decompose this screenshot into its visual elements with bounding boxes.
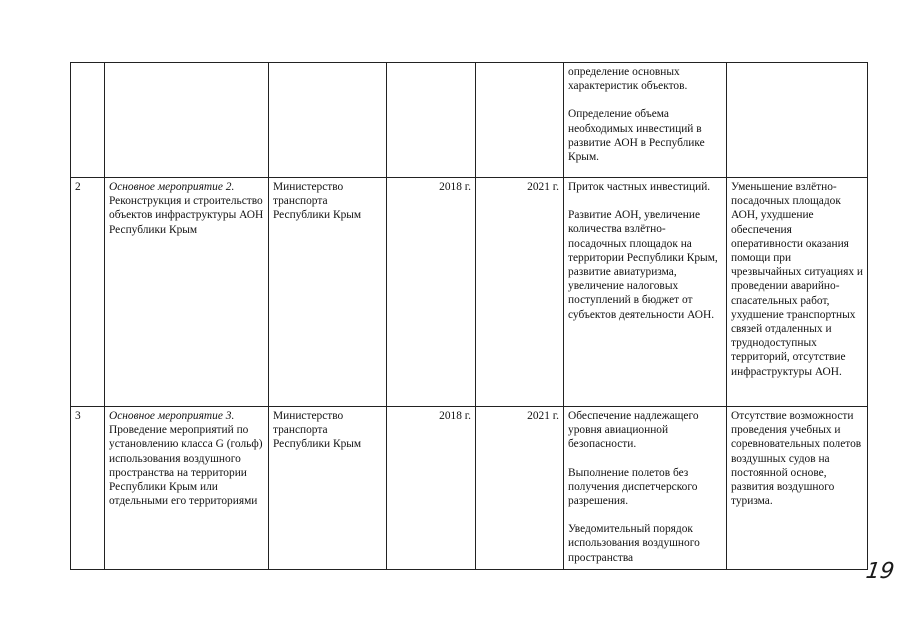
executor-cell: Министерство транспорта Республики Крым [269,407,387,570]
result-text: Определение объема необходимых инвестиций в развитие АОН в Республике Крым. [568,108,705,164]
table-row [71,63,868,178]
event-cell [105,63,269,178]
event-text: Проведение мероприятий по установлению класса G (гольф) использования воздушного пространства на территории Республики Крым или отдельными его территориями [109,424,263,508]
table-row [71,178,868,407]
executor-cell: Министерство транспорта Республики Крым [269,178,387,407]
table-row [71,407,868,570]
event-label: Основное мероприятие 3. [109,410,235,422]
event-cell [105,178,269,407]
consequences-cell [727,63,868,178]
program-events-table [70,62,868,570]
start-year-cell: 2018 г. [387,178,476,407]
results-cell [564,178,727,407]
end-year-cell [476,63,564,178]
start-year-cell [387,63,476,178]
event-cell [105,407,269,570]
start-year-cell: 2018 г. [387,407,476,570]
result-text: Выполнение полетов без получения диспетчерского разрешения. [568,466,698,508]
result-text: Обеспечение надлежащего уровня авиационной безопасности. [568,410,699,451]
row-number-cell [71,63,105,178]
results-cell [564,407,727,570]
end-year-cell: 2021 г. [476,178,564,407]
result-text: Уведомительный порядок использования воздушного пространства [568,523,700,564]
handwritten-page-number: 19 [864,559,896,584]
row-number-cell: 3 [71,407,105,570]
results-cell [564,63,727,178]
result-text: определение основных характеристик объектов. [568,66,688,93]
event-text: Реконструкция и строительство объектов инфраструктуры АОН Республики Крым [109,195,264,236]
executor-cell [269,63,387,178]
end-year-cell: 2021 г. [476,407,564,570]
consequences-cell: Отсутствие возможности проведения учебных и соревновательных полетов воздушных судов на постоянной основе, развития воздушного туризма. [727,407,868,570]
row-number-cell: 2 [71,178,105,407]
event-label: Основное мероприятие 2. [109,181,235,193]
result-text: Развитие АОН, увеличение количества взлётно-посадочных площадок на территории Республики Крым, развитие авиатуризма, увеличение налоговых поступлений в бюджет от субъектов деятельности АОН. [568,209,718,321]
result-text: Приток частных инвестиций. [568,181,711,193]
consequences-cell: Уменьшение взлётно-посадочных площадок АОН, ухудшение обеспечения оперативности оказания помощи при чрезвычайных ситуациях и проведении аварийно-спасательных работ, ухудшение транспортных связей отдаленных и труднодоступных территорий, отсутствие инфраструктуры АОН. [727,178,868,407]
